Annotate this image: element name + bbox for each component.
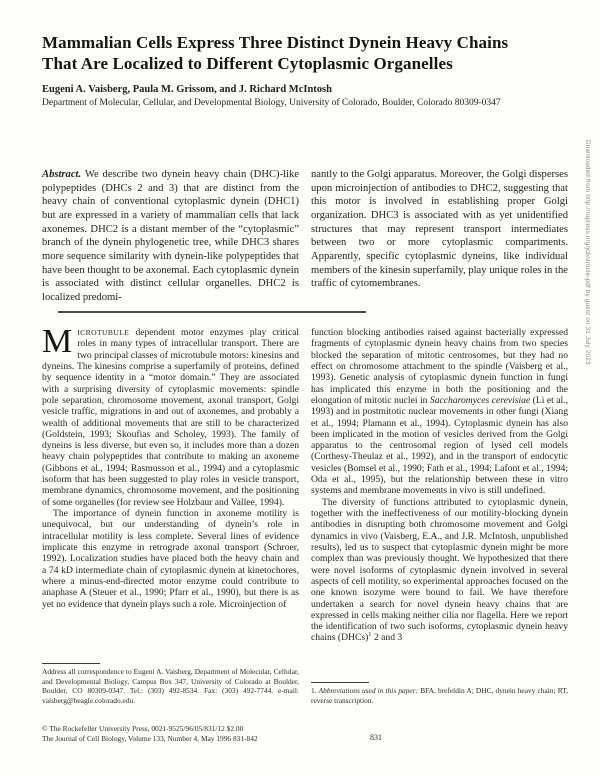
page-title bbox=[42, 33, 567, 75]
body-paragraph bbox=[311, 327, 568, 497]
body-column-right bbox=[311, 327, 568, 705]
abstract-label: Abstract. bbox=[42, 169, 82, 180]
paragraph-text: function blocking antibodies raised against bacterially expressed fragments of cytoplasmic dynein heavy chains from two species blocked the separation of mitotic centrosomes, but they had no effect on chromosome attachment to the spindle (Vaisberg et al., 1993). Genetic analysis of cytoplasmic dynein function in fungi has implicated this enzyme in both the positioning and the elongation of mitotic nuclei in bbox=[311, 327, 568, 406]
title-line-1: Mammalian Cells Express Three Distinct Dynein Heavy Chains bbox=[42, 33, 509, 52]
abstract-section bbox=[42, 168, 568, 305]
paragraph-text: dependent motor enzymes play critical roles in many types of intracellular transport. There are two principal classes of microtubule motors: kinesins and dyneins. The kinesins comprise a superfamily of proteins, defined by sequence identity in a “motor domain.” They are associated with a surprising diversity of cytoplasmic movements: spindle pole separation, chromosome movement, axonal transport, Golgi vesicle traffic, migrations in and out of axonemes, and probably a wealth of additional movements that are still to be characterized (Goldstein, 1993; Skoufias and Scholey, 1993). The family of dyneins is less diverse, but even so, it includes more than a dozen heavy chain polypeptides that contribute to making an axoneme (Gibbons et al., 1994; Rasmusson et al., 1994) and a cytoplasmic isoform that has been suggested to play roles in vesicle transport, membrane dynamics, chromosome movement, and the positioning of some organelles (for review see Holzbaur and Vallee, 1994). bbox=[42, 327, 299, 508]
body-paragraph bbox=[311, 497, 568, 644]
page-number: 831 bbox=[370, 733, 382, 742]
paragraph-text: The importance of dynein function in axoneme motility is unequivocal, but our understanding of dynein’s role in intracellular motility is less complete. Several lines of evidence implicate this enzyme in retrograde axonal transport (Schroer, 1992). Localization studies have placed both the heavy chain and a 74 kD intermediate chain of cytoplasmic dynein at kinetochores, where a minus-end-directed motor enzyme could contribute to anaphase A (Steuer et al., 1990; Pfarr et al., 1990), but there is as yet no evidence that dynein plays such a role. Microinjection of bbox=[42, 508, 299, 610]
footnote-correspondence bbox=[42, 663, 299, 705]
footer-journal-line: The Journal of Cell Biology, Volume 133, Number 4, May 1996 831-842 bbox=[42, 733, 258, 743]
footnote-rule bbox=[311, 682, 369, 683]
abstract-text-left: We describe two dynein heavy chain (DHC)-like polypeptides (DHCs 2 and 3) that are distinct from the heavy chain of conventional cytoplasmic dynein (DHC1) but are expressed in a variety of mammalian cells that lack axonemes. DHC2 is a distant member of the “cytoplasmic” branch of the dynein phylogenetic tree, while DHC3 shares more sequence similarity with dynein-like polypeptides that have been thought to be axonemal. Each cytoplasmic dynein is associated with distinct cellular organelles. DHC2 is localized predomi- bbox=[42, 169, 299, 303]
authors-line: Eugeni A. Vaisberg, Paula M. Grissom, and J. Richard McIntosh bbox=[42, 83, 332, 95]
abbreviation-list: BFA, brefeldin A; DHC, dynein heavy chain; RT, reverse transcription. bbox=[311, 686, 568, 705]
lead-small-caps: ICROTUBULE bbox=[77, 328, 130, 337]
paragraph-text: The diversity of functions attributed to cytoplasmic dynein, together with the ineffectiveness of our motility-blocking dynein antibodies in disrupting both chromosome movement and Golgi dynamics in vivo (Vaisberg, E.A., and J.R. McIntosh, unpublished results), led us to suspect that cytoplasmic dynein might be more complex than was previously thought. We hypothesized that there were novel isoforms of cytoplasmic dynein involved in several aspects of cell motility, so experimental approaches focused on the one known isozyme were bound to fail. We have therefore undertaken a search for novel dynein heavy chains that are expressed in cells making neither cilia nor flagella. Here we report the identification of two such isoforms, cytoplasmic dynein heavy chains (DHCs) bbox=[311, 496, 568, 644]
paragraph-text: 2 and 3 bbox=[371, 632, 403, 644]
footnote-reference-superscript: 1 bbox=[368, 631, 372, 639]
title-line-2: That Are Localized to Different Cytoplasmic Organelles bbox=[42, 53, 453, 73]
abstract-column-left bbox=[42, 168, 299, 305]
correspondence-text: Address all correspondence to Eugeni A. Vaisberg, Department of Molecular, Cellular, and Developmental Biology, Campus Box 347, University of Colorado at Boulder, Boulder, CO 80309-0347. Tel.: (303) 492-8534. Fax: (303) 492-7744. e-mail: vaisberg@beagle.colorado.edu. bbox=[42, 667, 299, 705]
body-section bbox=[42, 323, 568, 705]
download-watermark: Downloaded from http://rupress.org/jcb/article-pdf by guest on 31 July 2023 bbox=[584, 140, 591, 365]
article-header bbox=[42, 33, 567, 108]
drop-cap: M bbox=[42, 323, 73, 360]
page-footer bbox=[42, 724, 372, 744]
body-paragraph bbox=[42, 508, 299, 610]
affiliation-line: Department of Molecular, Cellular, and Developmental Biology, University of Colorado, Boulder, Colorado 80309-0347 bbox=[42, 97, 501, 108]
abstract-column-right bbox=[311, 168, 568, 305]
footer-copyright: © The Rockefeller University Press, 0021-9525/96/05/831/12 $2.00 bbox=[42, 724, 244, 733]
footnote-abbreviations bbox=[311, 682, 568, 705]
abstract-text-right: nantly to the Golgi apparatus. Moreover, the Golgi disperses upon microinjection of antibodies to DHC2, suggesting that this motor is involved in establishing proper Golgi organization. DHC3 is associated with as yet unidentified structures that may represent transport intermediates between two or more cytoplasmic compartments. Apparently, specific cytoplasmic dyneins, like individual members of the kinesin superfamily, play unique roles in the traffic of cytomembranes. bbox=[311, 169, 568, 290]
abbreviation-number: 1. bbox=[311, 686, 319, 696]
footnote-rule bbox=[42, 663, 100, 664]
abbreviation-label: Abbreviations used in this paper: bbox=[318, 686, 419, 696]
body-column-left bbox=[42, 323, 299, 705]
body-paragraph bbox=[42, 323, 299, 508]
paragraph-text: (Li et al., 1993) and in postmitotic nuclear movements in other fungi (Xiang et al., 1994; Plamann et al., 1994). Cytoplasmic dynein has also been implicated in the motion of vesicles derived from the Golgi apparatus to the centrosomal region of lysed cell models (Corthesy-Theulaz et al., 1992), and in the transport of endocytic vesicles (Bomsel et al., 1990; Fath et al., 1994; Lafont et al., 1994; Oda et al., 1995), but the relationship between these in vitro systems and membrane movements in vivo is still undefined. bbox=[311, 394, 568, 497]
species-name-italic: Saccharomyces cerevisiae bbox=[429, 394, 531, 406]
abstract-divider-rule bbox=[58, 311, 366, 313]
